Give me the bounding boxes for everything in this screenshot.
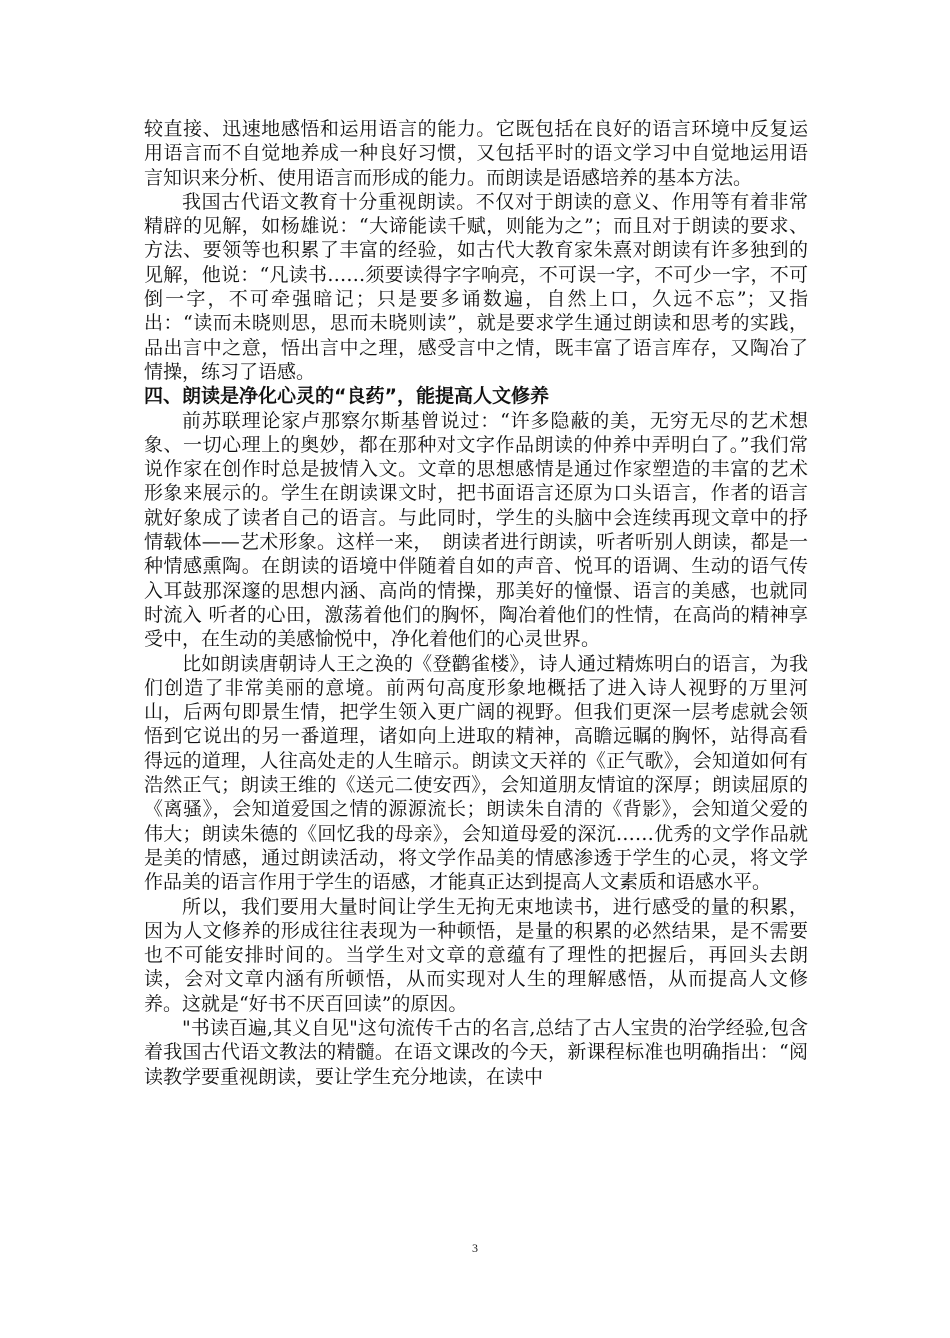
paragraph-reading-hundred-times: "书读百遍,其义自见"这句流传千古的名言,总结了古人宝贵的治学经验,包含着我国古代语文教法的精髓。在语文课改的今天，新课程标准也明确指出：“阅读教学要重视朗读，要让学生充分地读，在读中 — [144, 1016, 808, 1088]
paragraph-lunacharsky: 前苏联理论家卢那察尔斯基曾说过：“许多隐蔽的美，无穷无尽的艺术想象、一切心理上的奥妙，都在那种对文字作品朗读的仲养中弄明白了。”我们常说作家在创作时总是披情入文。文章的思想感情是通过作家塑造的丰富的艺术形象来展示的。学生在朗读课文时，把书面语言还原为口头语言，作者的语言就好象成了读者自己的语言。与此同时，学生的头脑中会连续再现文章中的抒情载体——艺术形象。这样一来， 朗读者进行朗读，听者听别人朗读，都是一种情感熏陶。在朗读的语境中伴随着自如的声音、悦耳的语调、生动的语气传入耳鼓那深邃的思想内涵、高尚的情操，那美好的憧憬、语言的美感，也就同时流入 听者的心田，激荡着他们的胸怀，陶冶着他们的性情，在高尚的精神享受中，在生动的美感愉悦中，净化着他们的心灵世界。 — [144, 409, 808, 651]
paragraph-ancient-reading: 我国古代语文教育十分重视朗读。不仅对于朗读的意义、作用等有着非常精辟的见解，如杨雄说：“大谛能读千赋，则能为之”；而且对于朗读的要求、方法、要领等也积累了丰富的经验，如古代大教育家朱熹对朗读有许多独到的见解，他说：“凡读书……须要读得字字响亮，不可误一字，不可少一字，不可倒一字，不可牵强暗记；只是要多诵数遍，自然上口，久远不忘”；又指出：“读而未晓则思，思而未晓则读”，就是要求学生通过朗读和思考的实践，品出言中之意，悟出言中之理，感受言中之情，既丰富了语言库存，又陶冶了情操，练习了语感。 — [144, 190, 808, 383]
paragraph-continuation: 较直接、迅速地感悟和运用语言的能力。它既包括在良好的语言环境中反复运用语言而不自觉地养成一种良好习惯，又包括平时的语文学习中自觉地运用语言知识来分析、使用语言而形成的能力。而朗读是语感培养的基本方法。 — [144, 118, 808, 189]
paragraph-conclusion: 所以，我们要用大量时间让学生无拘无束地读书，进行感受的量的积累，因为人文修养的形成往往表现为一种顿悟，是量的积累的必然结果，是不需要也不可能安排时间的。当学生对文章的意蕴有了理性的把握后，再回头去朗读，会对文章内涵有所顿悟，从而实现对人生的理解感悟，从而提高人文修养。这就是“好书不厌百回读”的原因。 — [144, 895, 808, 1015]
paragraph-poetry-examples: 比如朗读唐朝诗人王之涣的《登鹳雀楼》，诗人通过精炼明白的语言，为我们创造了非常美丽的意境。前两句高度形象地概括了进入诗人视野的万里河山，后两句即景生情，把学生领入更广阔的视野。但我们更深一层考虑就会领悟到它说出的另一番道理，诸如向上进取的精神，高瞻远瞩的胸怀，站得高看得远的道理，人往高处走的人生暗示。朗读文天祥的《正气歌》，会知道如何有浩然正气；朗读王维的《送元二使安西》，会知道朋友情谊的深厚；朗读屈原的《离骚》，会知道爱国之情的源源流长；朗读朱自清的《背影》，会知道父爱的伟大；朗读朱德的《回忆我的母亲》，会知道母爱的深沉……优秀的文学作品就是美的情感，通过朗读活动，将文学作品美的情感渗透于学生的心灵，将文学作品美的语言作用于学生的语感，才能真正达到提高人文素质和语感水平。 — [144, 652, 808, 894]
section-heading: 四、朗读是净化心灵的“良药”，能提高人文修养 — [144, 385, 549, 408]
document-body — [144, 117, 808, 1089]
page-number: 3 — [472, 1241, 478, 1255]
